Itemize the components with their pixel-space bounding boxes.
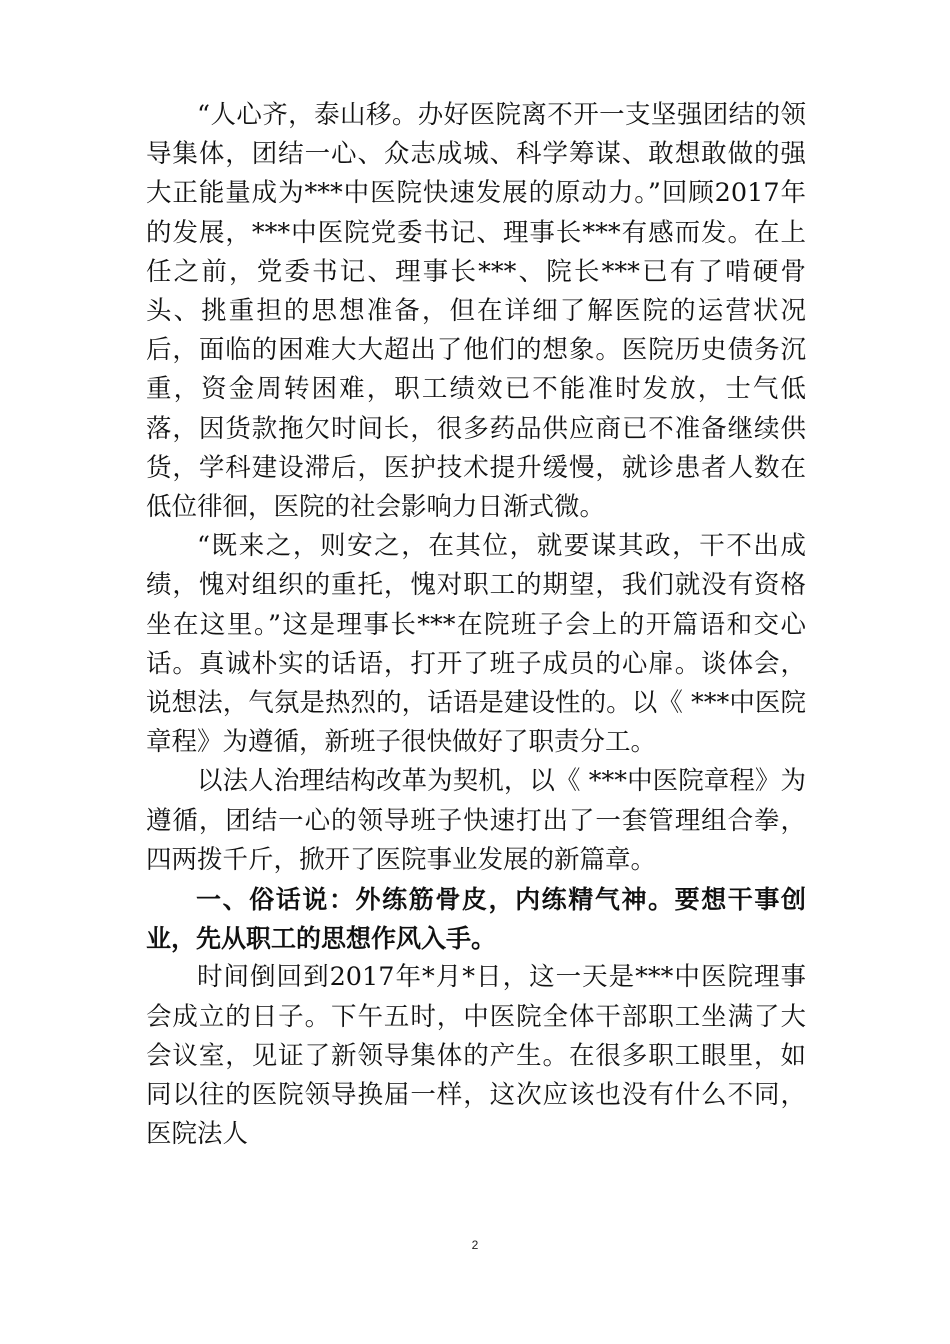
paragraph-2: “既来之，则安之，在其位，就要谋其政，干不出成绩，愧对组织的重托，愧对职工的期望，我们就没有资格坐在这里。”这是理事长***在院班子会上的开篇语和交心话。真诚朴实的话语，打开了班子成员的心扉。谈体会，说想法，气氛是热烈的，话语是建设性的。以《 ***中医院章程》为遵循，新班子很快做好了职责分工。 xyxy=(146,531,806,758)
section-heading: 一、俗话说：外练筋骨皮，内练精气神。要想干事创业，先从职工的思想作风入手。 xyxy=(146,885,806,954)
paragraph-3: 以法人治理结构改革为契机，以《 ***中医院章程》为遵循，团结一心的领导班子快速打出了一套管理组合拳，四两拨千斤，掀开了医院事业发展的新篇章。 xyxy=(146,766,806,875)
page-number: 2 xyxy=(471,1238,479,1252)
paragraph-1: “人心齐，泰山移。办好医院离不开一支坚强团结的领导集体，团结一心、众志成城、科学筹谋、敢想敢做的强大正能量成为***中医院快速发展的原动力。”回顾2017年的发展，***中医院党委书记、理事长***有感而发。在上任之前，党委书记、理事长***、院长***已有了啃硬骨头、挑重担的思想准备，但在详细了解医院的运营状况后，面临的困难大大超出了他们的想象。医院历史债务沉重，资金周转困难，职工绩效已不能准时发放，士气低落，因货款拖欠时间长，很多药品供应商已不准备继续供货，学科建设滞后，医护技术提升缓慢，就诊患者人数在低位徘徊，医院的社会影响力日渐式微。 xyxy=(146,100,806,523)
paragraph-4: 时间倒回到2017年*月*日，这一天是***中医院理事会成立的日子。下午五时，中医院全体干部职工坐满了大会议室，见证了新领导集体的产生。在很多职工眼里，如同以往的医院领导换届一样，这次应该也没有什么不同，医院法人 xyxy=(146,962,806,1150)
document-body xyxy=(146,96,806,1154)
